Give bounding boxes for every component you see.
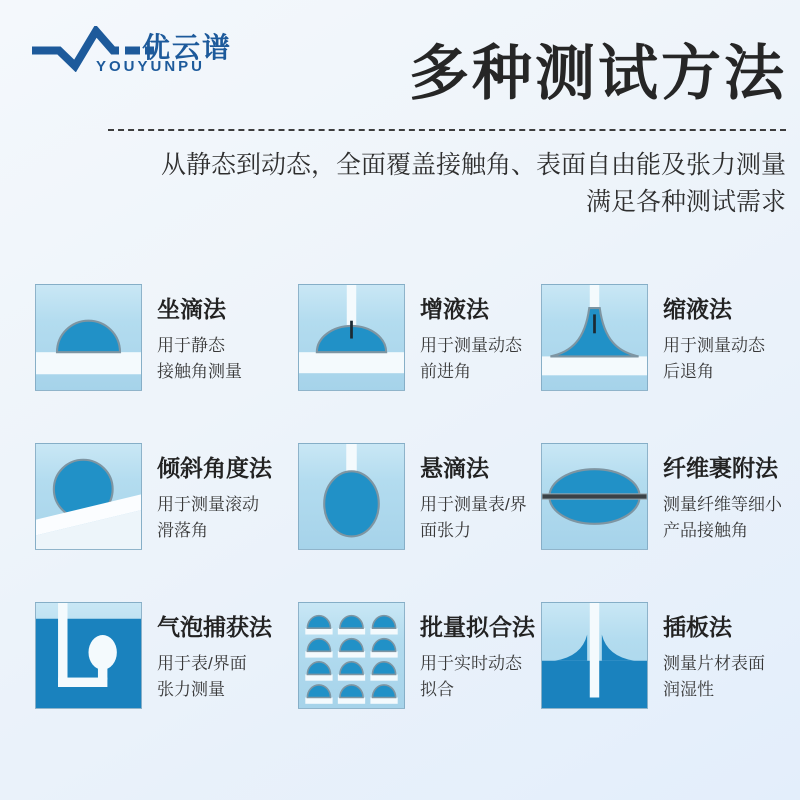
method-desc: 用于静态 接触角测量 <box>157 336 242 381</box>
captive-bubble-icon <box>35 602 142 709</box>
method-title: 倾斜角度法 <box>157 455 272 481</box>
method-card-advancing-angle <box>298 284 541 394</box>
page-title: 多种测试方法 <box>409 41 787 107</box>
brand-logo <box>28 20 248 82</box>
receding-angle-icon <box>541 284 648 391</box>
method-title: 悬滴法 <box>420 455 489 481</box>
method-desc: 用于测量表/界 面张力 <box>420 495 527 540</box>
batch-fitting-icon <box>298 602 405 709</box>
method-desc: 用于测量滚动 滑落角 <box>157 495 259 540</box>
method-desc: 用于表/界面 张力测量 <box>157 654 247 699</box>
methods-grid <box>35 284 782 712</box>
subtitle-line-1: 从静态到动态，全面覆盖接触角、表面自由能及张力测量 <box>160 151 786 179</box>
method-card-pendant-drop <box>298 443 541 553</box>
method-title: 纤维裹附法 <box>663 455 778 481</box>
advancing-angle-icon <box>298 284 405 391</box>
method-title: 缩液法 <box>663 296 732 322</box>
page-subtitle <box>161 147 786 221</box>
brand-name-cn: 优云谱 <box>142 32 233 63</box>
method-card-plate-insertion <box>541 602 775 712</box>
method-title: 增液法 <box>420 296 489 322</box>
subtitle-line-2: 满足各种测试需求 <box>585 188 786 216</box>
sessile-drop-icon <box>35 284 142 391</box>
method-title: 批量拟合法 <box>420 614 535 640</box>
tilting-plate-icon <box>35 443 142 550</box>
method-card-tilting-plate <box>35 443 298 553</box>
method-card-receding-angle <box>541 284 775 394</box>
method-desc: 测量片材表面 润湿性 <box>663 654 765 699</box>
method-desc: 用于实时动态 拟合 <box>420 654 522 699</box>
plate-insertion-icon <box>541 602 648 709</box>
method-desc: 测量纤维等细小 产品接触角 <box>663 495 782 540</box>
dashed-divider <box>108 129 786 131</box>
brand-name-latin: YOUYUNPU <box>96 58 206 75</box>
method-desc: 用于测量动态 前进角 <box>420 336 522 381</box>
method-title: 坐滴法 <box>157 296 226 322</box>
method-card-batch-fitting <box>298 602 541 712</box>
fiber-wrap-icon <box>541 443 648 550</box>
method-card-fiber-wrap <box>541 443 782 553</box>
method-title: 插板法 <box>663 614 732 640</box>
method-card-captive-bubble <box>35 602 298 712</box>
method-desc: 用于测量动态 后退角 <box>663 336 765 381</box>
pendant-drop-icon <box>298 443 405 550</box>
method-card-sessile-drop <box>35 284 298 394</box>
method-title: 气泡捕获法 <box>157 614 272 640</box>
